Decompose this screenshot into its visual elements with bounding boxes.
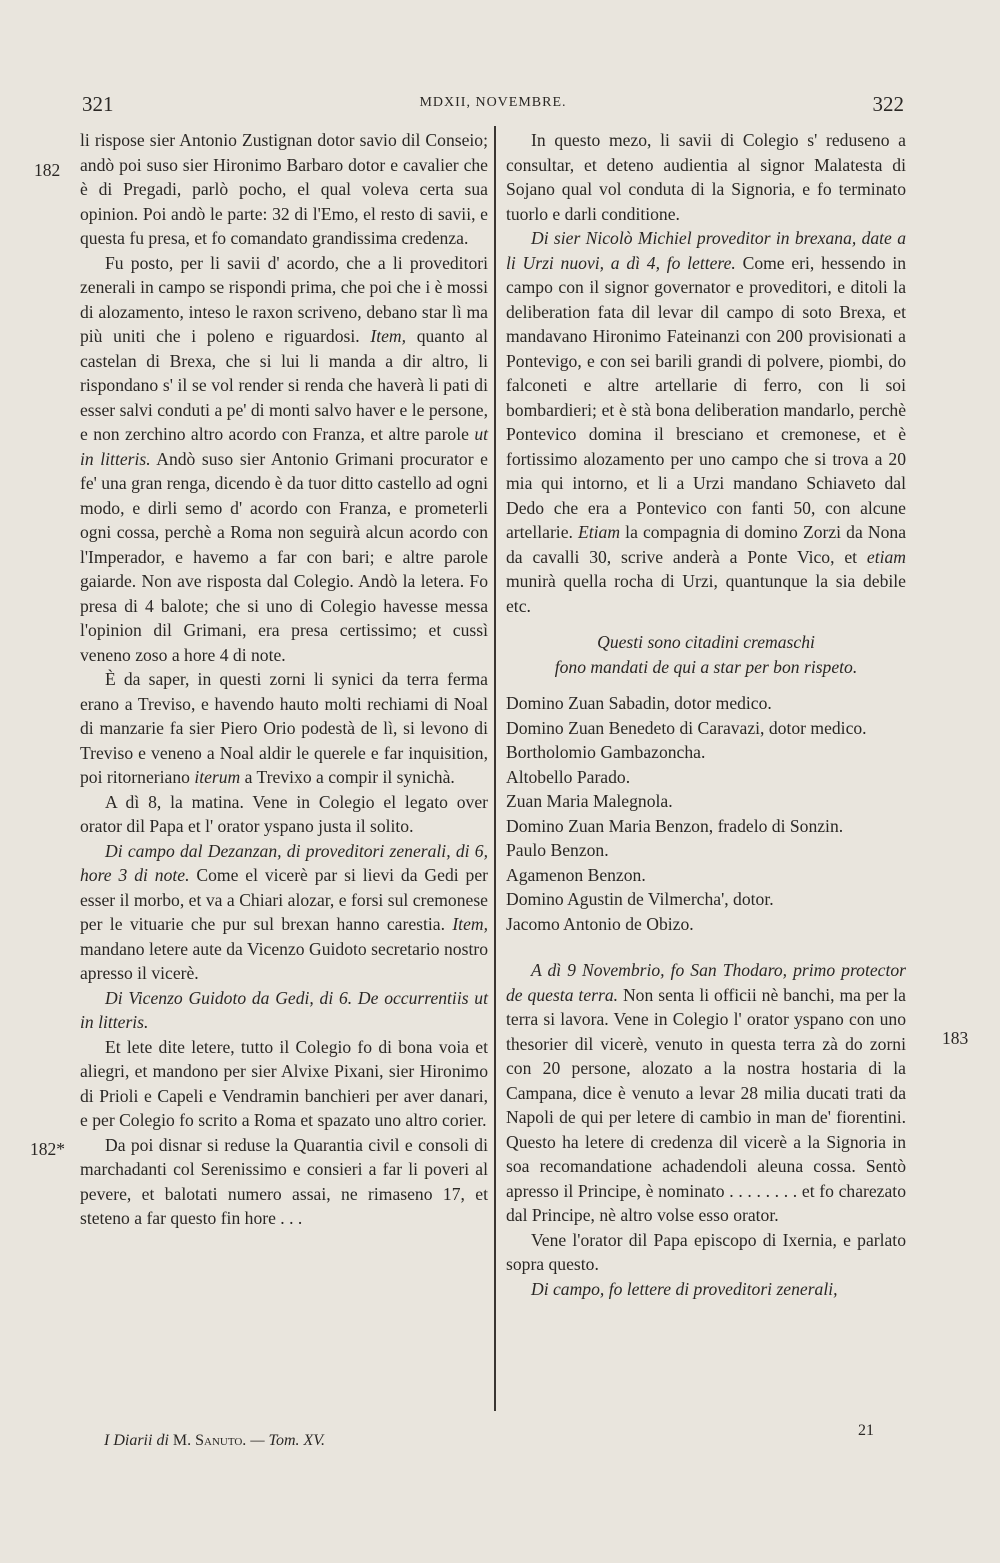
footer-credit [104, 1432, 325, 1450]
text-run: Bortholomio Gambazoncha. [506, 742, 706, 762]
italic-text: ut in litteris. [80, 424, 488, 469]
column-rule [494, 126, 496, 1411]
text-run: la compagnia di domino Zorzi da Nona da cavalli 30, scrive anderà a Ponte Vico, et [506, 522, 906, 567]
text-run: Altobello Parado. [506, 766, 631, 787]
text-run: quanto al castelan di Brexa, che si lui li manda a dir altro, li rispondano s' il se vol render si renda che haverà li pati di esser salvi conduti a pe' di monti salvo haver e le persone, e non zerchino altro acordo con Franza, et altre parole [80, 326, 488, 444]
name-entry [506, 814, 906, 839]
text-run: Zuan Maria Malegnola. [506, 791, 673, 811]
text-run: fono mandati de qui a star per bon rispeto. [554, 656, 858, 677]
running-title: MDXII, NOVEMBRE. [419, 95, 567, 110]
italic-text: Etiam [578, 522, 621, 542]
paragraph [506, 1228, 906, 1277]
text-run: In questo mezo, li savii di Colegio s' reduseno a consultar, et deteno audientia al signor Malatesta di Sojano qual vol conduta di la Signoria, e fo terminato tuorlo e darli conditione. [506, 130, 906, 224]
paragraph [80, 790, 488, 839]
paragraph [506, 226, 906, 618]
text-run: Agamenon Benzon. [506, 864, 646, 885]
text-run: Non senta li officii nè banchi, ma per la terra si lavora. Vene in Colegio l' orator yspano con uno thesorier dil vicerè, venuto in questa terra zà do zorni con 20 persone, alozato a la nostra hostaria di la Campana, dice è venuto a levar 28 milia ducati trati da Napoli de qui per letere di cambio in man de' fiorentini. Questo ha letere di credenza dil vicerè a la Signoria in soa recomandatione achadendoli aleuna cossa. Sentò apresso il Principe, è nominato . . . . . . . . et fo charezato dal Principe, nè altro volse esso orator. [506, 984, 906, 1225]
paragraph [80, 1133, 488, 1231]
footer-author: M. Sanuto. [172, 1432, 247, 1449]
italic-text: Item, [370, 326, 407, 346]
text-run: Domino Zuan Maria Benzon, fradelo di Sonzin. [506, 815, 844, 836]
footer-volume: Tom. XV. [268, 1432, 326, 1449]
name-entry [506, 887, 906, 912]
paragraph [506, 1277, 906, 1302]
section-heading [506, 630, 906, 655]
paragraph [80, 986, 488, 1035]
name-entry [506, 691, 906, 716]
text-run: li rispose sier Antonio Zustignan dotor savio dil Conseio; andò poi suso sier Hironimo Barbaro dotor e cavalier che è di Pregadi, parlò pocho, el qual voleva certa sua opinion. Poi andò le parte: 32 di l'Emo, el resto di savii, e questa fu presa, et fo comandato grandissima credenza. [80, 130, 488, 248]
italic-text: A dì 9 Novembrio, fo San Thodaro, primo protector de questa terra. [506, 960, 906, 1005]
italic-text: Di campo, fo lettere di proveditori zenerali, [531, 1278, 838, 1299]
paragraph [506, 128, 906, 226]
text-run: Questi sono citadini cremaschi [597, 632, 815, 652]
paragraph [80, 839, 488, 986]
paragraph [80, 128, 488, 251]
text-run: È da saper, in questi zorni li synici da terra ferma erano a Treviso, e havendo hauto molti rechiami di Noal di manzarie fa sier Piero Orio podestà de lì, si levono di Treviso e veneno a Noal aldir le querele e far inquisition, poi ritorneriano [80, 669, 488, 787]
text-run: A dì 8, la matina. Vene in Colegio el legato over orator dil Papa et l' orator yspano justa il solito. [80, 791, 488, 836]
text-run: Come el vicerè par si lievi da Gedi per esser il morbo, et va a Chiari alozar, e forsi sul cremonese per le vituarie che pur sul brexan hanno carestia. [80, 865, 488, 934]
paragraph [80, 251, 488, 668]
text-run: Vene l'orator dil Papa episcopo di Ixernia, e parlato sopra questo. [506, 1229, 906, 1274]
section-heading [506, 655, 906, 680]
name-entry [506, 740, 906, 765]
margin-number-left-a: 182 [34, 160, 61, 180]
paragraph [506, 958, 906, 1228]
text-run: a Trevixo a compir il synichà. [240, 767, 455, 787]
name-entry [506, 838, 906, 863]
text-run: Paulo Benzon. [506, 840, 609, 860]
name-entry [506, 912, 906, 937]
name-entry [506, 863, 906, 888]
text-run: Fu posto, per li savii d' acordo, che a li proveditori zenerali in campo se rispondi prima, che poi che i è mossi di alozamento, inteso le raxon scriveno, debano star lì ma più uniti che i poleno e riguardosi. [80, 252, 488, 346]
margin-number-left-b: 182* [30, 1139, 65, 1159]
text-run: Jacomo Antonio de Obizo. [506, 913, 694, 934]
paragraph [80, 1035, 488, 1133]
italic-text: iterum [194, 767, 241, 787]
name-entry [506, 765, 906, 790]
text-run: Et lete dite letere, tutto il Colegio fo di bona voia et aliegri, et mandono per sier Alvixe Pixani, sier Hironimo di Prioli e Capeli e Vendramin banchieri per aver danari, e per Colegio fo scrito a Roma et spazato uno altro corier. [80, 1036, 488, 1130]
text-run: mandano letere aute da Vicenzo Guidoto secretario nostro apresso il vicerè. [80, 938, 488, 983]
text-run: Domino Zuan Sabadin, dotor medico. [506, 693, 772, 713]
italic-text: Di Vicenzo Guidoto da Gedi, di 6. De occurrentiis ut in litteris. [80, 987, 488, 1032]
footer-prefix: I Diarii di [104, 1432, 169, 1449]
text-run: Andò suso sier Antonio Grimani procurator e fe' una gran renga, dicendo è da tuor ditto castello ad ogni modo, e dirli semo d' acordo con Franza, e prometerli ogni cossa, perchè a Roma non seguirà alcun acordo con l'Imperador, e havemo a far con bari; e altre parole gaiarde. Non ave risposta dal Colegio. Andò la letera. Fo presa di 4 balote; che si uno di Colegio havesse messa l'opinion dil Grimani, era presa certissimo; et cussì veneno zoso a hore 4 di note. [80, 448, 488, 665]
text-run: Come eri, hessendo in campo con il signor governator e proveditori, e ditoli la deliberation fata dil levar dil campo di soto Brexa, et mandavano Hironimo Fateinanzi con 200 provisionati a Pontevigo, e con sei barili grandi di polvere, piombi, do falconeti e altre artellarie di ferro, con li soi bombardieri; et è stà bona deliberation mandarlo, perchè Pontevico domina il bresciano et cremonese, et è fortissimo alozamento per uno campo che si trova a 20 mia qui intorno, et li a Urzi mandano Schiaveto dal Dedo che era a Pontevico con fanti 50, con alcune artellarie. [506, 252, 906, 542]
name-entry [506, 789, 906, 814]
italic-text: Di sier Nicolò Michiel proveditor in brexana, date a li Urzi nuovi, a dì 4, fo lettere. [506, 228, 906, 273]
page-number-right: 322 [872, 92, 904, 116]
paragraph [80, 667, 488, 790]
page-number-left: 321 [82, 92, 114, 116]
name-entry [506, 716, 906, 741]
left-column [80, 128, 488, 1231]
italic-text: Item, [452, 914, 488, 934]
footer-separator: — [250, 1432, 265, 1449]
italic-text: etiam [866, 546, 906, 567]
text-run: Domino Agustin de Vilmercha', dotor. [506, 889, 774, 909]
text-run: Domino Zuan Benedeto di Caravazi, dotor medico. [506, 717, 867, 738]
signature-mark: 21 [858, 1422, 874, 1439]
text-run: Da poi disnar si reduse la Quarantia civil e consoli di marchadanti col Serenissimo e consieri a far li poveri al pevere, et balotati numero assai, ne rimaseno 17, et steteno a far questo fin hore . . . [80, 1134, 488, 1228]
running-head [82, 92, 904, 122]
right-column [506, 128, 906, 1301]
italic-text: Di campo dal Dezanzan, di proveditori zenerali, di 6, hore 3 di note. [80, 840, 488, 885]
text-run: munirà quella rocha di Urzi, quantunque la sia debile etc. [506, 571, 906, 616]
margin-number-right: 183 [942, 1028, 969, 1048]
